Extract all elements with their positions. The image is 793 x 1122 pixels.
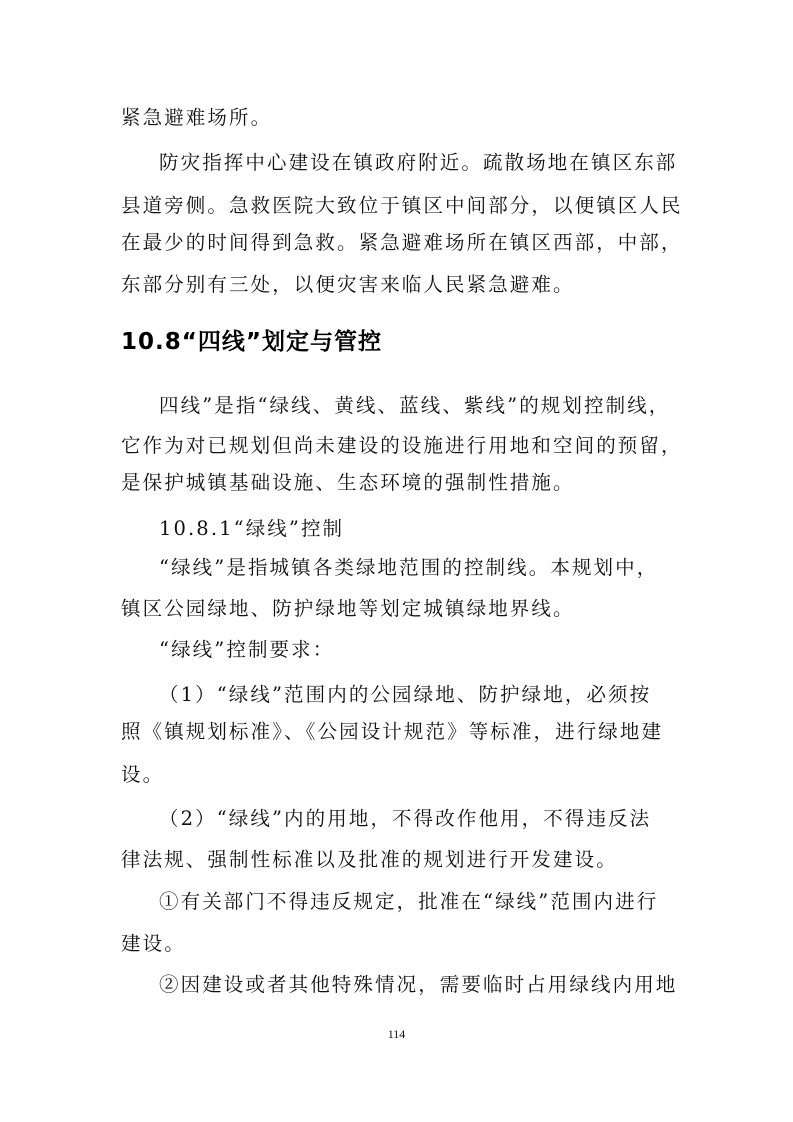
text-line: 是保护城镇基础设施、生态环境的强制性措施。 — [121, 471, 575, 494]
text-line: “绿线”控制要求： — [159, 638, 335, 661]
text-line: 照《镇规划标准》、《公园设计规范》等标准，进行绿地建 — [121, 720, 664, 743]
page-number: 114 — [387, 1027, 406, 1041]
text-line: 东部分别有三处，以便灾害来临人民紧急避难。 — [121, 273, 575, 296]
section-heading: 10.8“四线”划定与管控 — [121, 329, 382, 355]
text-line: 防灾指挥中心建设在镇政府附近。疏散场地在镇区东部 — [159, 151, 678, 174]
text-line: 县道旁侧。急救医院大致位于镇区中间部分，以便镇区人民 — [121, 194, 683, 217]
text-line: 它作为对已规划但尚未建设的设施进行用地和空间的预留， — [121, 434, 683, 457]
text-line: ②因建设或者其他特殊情况，需要临时占用绿线内用地 — [159, 973, 678, 996]
text-line: 镇区公园绿地、防护绿地等划定城镇绿地界线。 — [121, 597, 575, 620]
text-line: 律法规、强制性标准以及批准的规划进行开发建设。 — [121, 848, 618, 871]
text-line: 设。 — [121, 763, 165, 786]
subsection-heading: 10.8.1“绿线”控制 — [159, 517, 345, 540]
text-line: 紧急避难场所。 — [121, 106, 273, 129]
text-line: 在最少的时间得到急救。紧急避难场所在镇区西部，中部， — [121, 231, 683, 254]
text-line: （2）“绿线”内的用地，不得改作他用，不得违反法 — [159, 807, 652, 830]
text-line: 建设。 — [121, 932, 186, 955]
text-line: 四线”是指“绿线、黄线、蓝线、紫线”的规划控制线， — [159, 394, 671, 417]
text-line: “绿线”是指城镇各类绿地范围的控制线。本规划中， — [159, 556, 659, 579]
text-line: ①有关部门不得违反规定，批准在“绿线”范围内进行 — [159, 890, 659, 913]
text-line: （1）“绿线”范围内的公园绿地、防护绿地，必须按 — [159, 683, 652, 706]
